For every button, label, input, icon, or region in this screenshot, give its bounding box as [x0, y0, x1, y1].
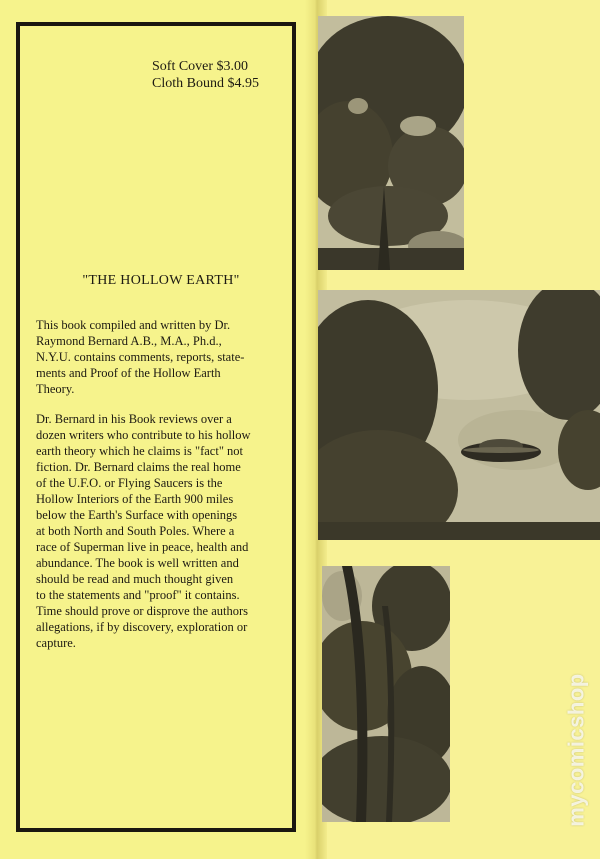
text-line: Dr. Bernard in his Book reviews over a	[36, 412, 232, 426]
text-line: of the U.F.O. or Flying Saucers is the	[36, 476, 223, 490]
text-line: abundance. The book is well written and	[36, 556, 239, 570]
tree-photo-bottom-image	[322, 566, 450, 822]
watermark-text: mycomicshop	[564, 673, 589, 827]
text-line: capture.	[36, 636, 76, 650]
text-line: dozen writers who contribute to his hollow	[36, 428, 251, 442]
text-line: This book compiled and written by Dr.	[36, 318, 231, 332]
description-paragraph-2	[36, 411, 286, 651]
tree-photo-top	[318, 16, 464, 270]
flying-saucer-photo-image	[318, 290, 600, 540]
book-title: "THE HOLLOW EARTH"	[82, 273, 240, 288]
text-line: race of Superman live in peace, health and	[36, 540, 249, 554]
tree-photo-bottom	[322, 566, 450, 822]
text-line: should be read and much thought given	[36, 572, 234, 586]
cloth-bound-price: Cloth Bound $4.95	[152, 76, 259, 91]
text-line: to the statements and "proof" it contains.	[36, 588, 240, 602]
flying-saucer-photo	[318, 290, 600, 540]
text-line: below the Earth's Surface with openings	[36, 508, 238, 522]
text-line: at both North and South Poles. Where a	[36, 524, 235, 538]
text-line: Raymond Bernard A.B., M.A., Ph.d.,	[36, 334, 222, 348]
text-line: N.Y.U. contains comments, reports, state-	[36, 350, 245, 364]
soft-cover-price: Soft Cover $3.00	[152, 59, 249, 74]
text-line: earth theory which he claims is "fact" not	[36, 444, 244, 458]
text-line: allegations, if by discovery, exploration or	[36, 620, 248, 634]
text-line: Time should prove or disprove the authors	[36, 604, 249, 618]
tree-photo-top-image	[318, 16, 464, 270]
watermark	[560, 650, 594, 850]
text-line: Theory.	[36, 382, 75, 396]
price-block	[152, 58, 259, 92]
text-line: ments and Proof of the Hollow Earth	[36, 366, 221, 380]
description-paragraph-1	[36, 317, 286, 397]
text-line: Hollow Interiors of the Earth 900 miles	[36, 492, 234, 506]
text-line: fiction. Dr. Bernard claims the real home	[36, 460, 241, 474]
